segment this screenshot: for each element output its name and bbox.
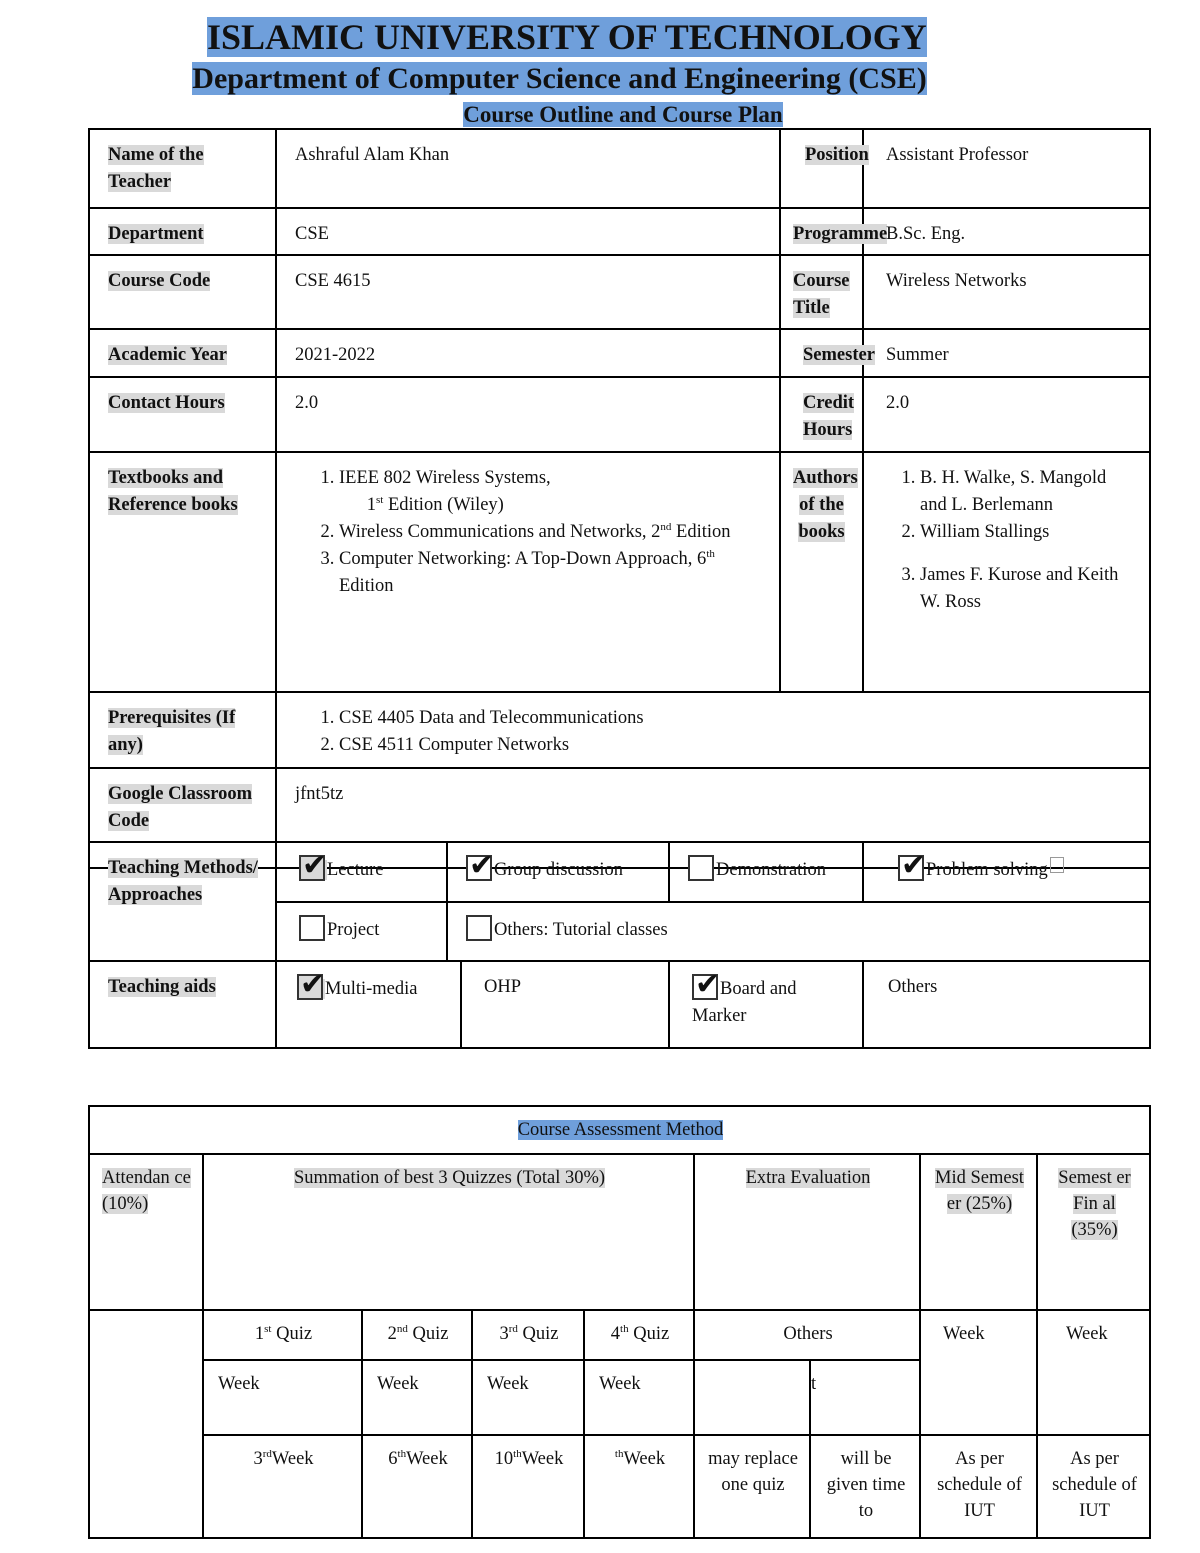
method-others[interactable]: Others: Tutorial classes: [447, 902, 1150, 961]
aid-ohp: OHP: [461, 961, 669, 1048]
aid-board[interactable]: ✔ Board and Marker: [669, 961, 863, 1048]
course-code-label: Course Code: [89, 255, 276, 329]
department-label: Department: [89, 208, 276, 255]
quiz-3-week-label: Week: [472, 1360, 584, 1435]
others-header: Others: [694, 1310, 920, 1360]
aids-label: Teaching aids: [89, 961, 276, 1048]
academic-year-value: 2021-2022: [276, 329, 780, 377]
aid-multimedia[interactable]: ✔ Multi-media: [276, 961, 461, 1048]
attendance-header: Attendan ce (10%): [89, 1154, 203, 1310]
department-title: Department of Computer Science and Engineering (CSE): [192, 62, 927, 95]
method-project[interactable]: Project: [276, 902, 447, 961]
aid-others: Others: [863, 961, 1150, 1048]
assessment-table: [88, 1105, 1151, 1539]
final-week: Week: [1037, 1310, 1150, 1435]
others-blank: [694, 1360, 810, 1435]
multimedia-checkbox[interactable]: [297, 974, 323, 1000]
lecture-checkbox[interactable]: [299, 855, 325, 881]
document-title: Course Outline and Course Plan: [463, 102, 783, 127]
quiz-4-week-label: Week: [584, 1360, 694, 1435]
position-label: Position: [780, 129, 863, 208]
mid-week: Week: [920, 1310, 1037, 1435]
authors-list: [863, 452, 1150, 692]
demo-checkbox[interactable]: [688, 855, 714, 881]
course-info-table: [88, 128, 1151, 869]
quiz-1-week-label: Week: [203, 1360, 362, 1435]
prereq-label: Prerequisites (If any): [89, 692, 276, 768]
academic-year-label: Academic Year: [89, 329, 276, 377]
quiz-3: 3rd Quiz: [472, 1310, 584, 1360]
classroom-value: jfnt5tz: [276, 768, 1150, 868]
textbook-item: 1. IEEE 802 Wireless Systems, 1st Edition (Wiley): [339, 465, 767, 519]
prereq-item: 2. CSE 4511 Computer Networks: [339, 732, 1137, 759]
textbook-item: 2. Wireless Communications and Networks, 2nd Edition: [339, 519, 767, 546]
author-item: 2. William Stallings: [920, 519, 1137, 546]
final-schedule: As per schedule of IUT: [1037, 1435, 1150, 1538]
course-title-value: Wireless Networks: [863, 255, 1150, 329]
assessment-title: Course Assessment Method: [89, 1106, 1150, 1154]
extra-header: Extra Evaluation: [694, 1154, 920, 1310]
author-item: 1. B. H. Walke, S. Mangold and L. Berlemann: [920, 465, 1137, 519]
others-checkbox[interactable]: [466, 915, 492, 941]
mid-header: Mid Semest er (25%): [920, 1154, 1037, 1310]
authors-label: Authors of the books: [780, 452, 863, 692]
others-t: t: [810, 1360, 920, 1435]
textbook-item: 3. Computer Networking: A Top-Down Approach, 6th Edition: [339, 546, 767, 600]
method-lecture[interactable]: ✔Lecture: [276, 842, 447, 902]
quiz-1-week: 3rdWeek: [203, 1435, 362, 1538]
credit-hours-label: Credit Hours: [780, 377, 863, 452]
programme-label: Programme: [780, 208, 863, 255]
board-checkbox[interactable]: [692, 974, 718, 1000]
others-given: will be given time to: [810, 1435, 920, 1538]
attendance-blank: [89, 1310, 203, 1538]
credit-hours-value: 2.0: [863, 377, 1150, 452]
quiz-2-week: 6thWeek: [362, 1435, 472, 1538]
teaching-methods-table: [88, 841, 1151, 1049]
position-value: Assistant Professor: [863, 129, 1150, 208]
contact-hours-value: 2.0: [276, 377, 780, 452]
prereq-list: [276, 692, 1150, 768]
method-demo[interactable]: Demonstration: [669, 842, 863, 902]
group-checkbox[interactable]: [466, 855, 492, 881]
quiz-2: 2nd Quiz: [362, 1310, 472, 1360]
quiz-4-week: $^{th}$Week: [584, 1435, 694, 1538]
quiz-4: 4th Quiz: [584, 1310, 694, 1360]
others-replace: may replace one quiz: [694, 1435, 810, 1538]
course-code-value: CSE 4615: [276, 255, 780, 329]
quiz-2-week-label: Week: [362, 1360, 472, 1435]
quiz-3-week: 10thWeek: [472, 1435, 584, 1538]
programme-value: B.Sc. Eng.: [863, 208, 1150, 255]
prereq-item: 1. CSE 4405 Data and Telecommunications: [339, 705, 1137, 732]
teacher-value: Ashraful Alam Khan: [276, 129, 780, 208]
contact-hours-label: Contact Hours: [89, 377, 276, 452]
semester-label: Semester: [780, 329, 863, 377]
textbooks-list: [276, 452, 780, 692]
classroom-label: Google Classroom Code: [89, 768, 276, 868]
project-checkbox[interactable]: [299, 915, 325, 941]
method-group[interactable]: ✔ Group discussion: [447, 842, 669, 902]
quiz-1: 1st Quiz: [203, 1310, 362, 1360]
method-problem[interactable]: ✔ Problem solving: [863, 842, 1150, 902]
university-title: ISLAMIC UNIVERSITY OF TECHNOLOGY: [207, 17, 927, 57]
methods-label: Teaching Methods/ Approaches: [89, 842, 276, 961]
textbooks-label: Textbooks and Reference books: [89, 452, 276, 692]
problem-checkbox[interactable]: [898, 855, 924, 881]
course-title-label: Course Title: [780, 255, 863, 329]
small-box-icon: [1050, 857, 1064, 873]
final-header: Semest er Fin al (35%): [1037, 1154, 1150, 1310]
department-value: CSE: [276, 208, 780, 255]
semester-value: Summer: [863, 329, 1150, 377]
author-item: 3. James F. Kurose and Keith W. Ross: [920, 562, 1137, 616]
teacher-label: Name of the Teacher: [89, 129, 276, 208]
mid-schedule: As per schedule of IUT: [920, 1435, 1037, 1538]
quizzes-header: Summation of best 3 Quizzes (Total 30%): [203, 1154, 694, 1310]
